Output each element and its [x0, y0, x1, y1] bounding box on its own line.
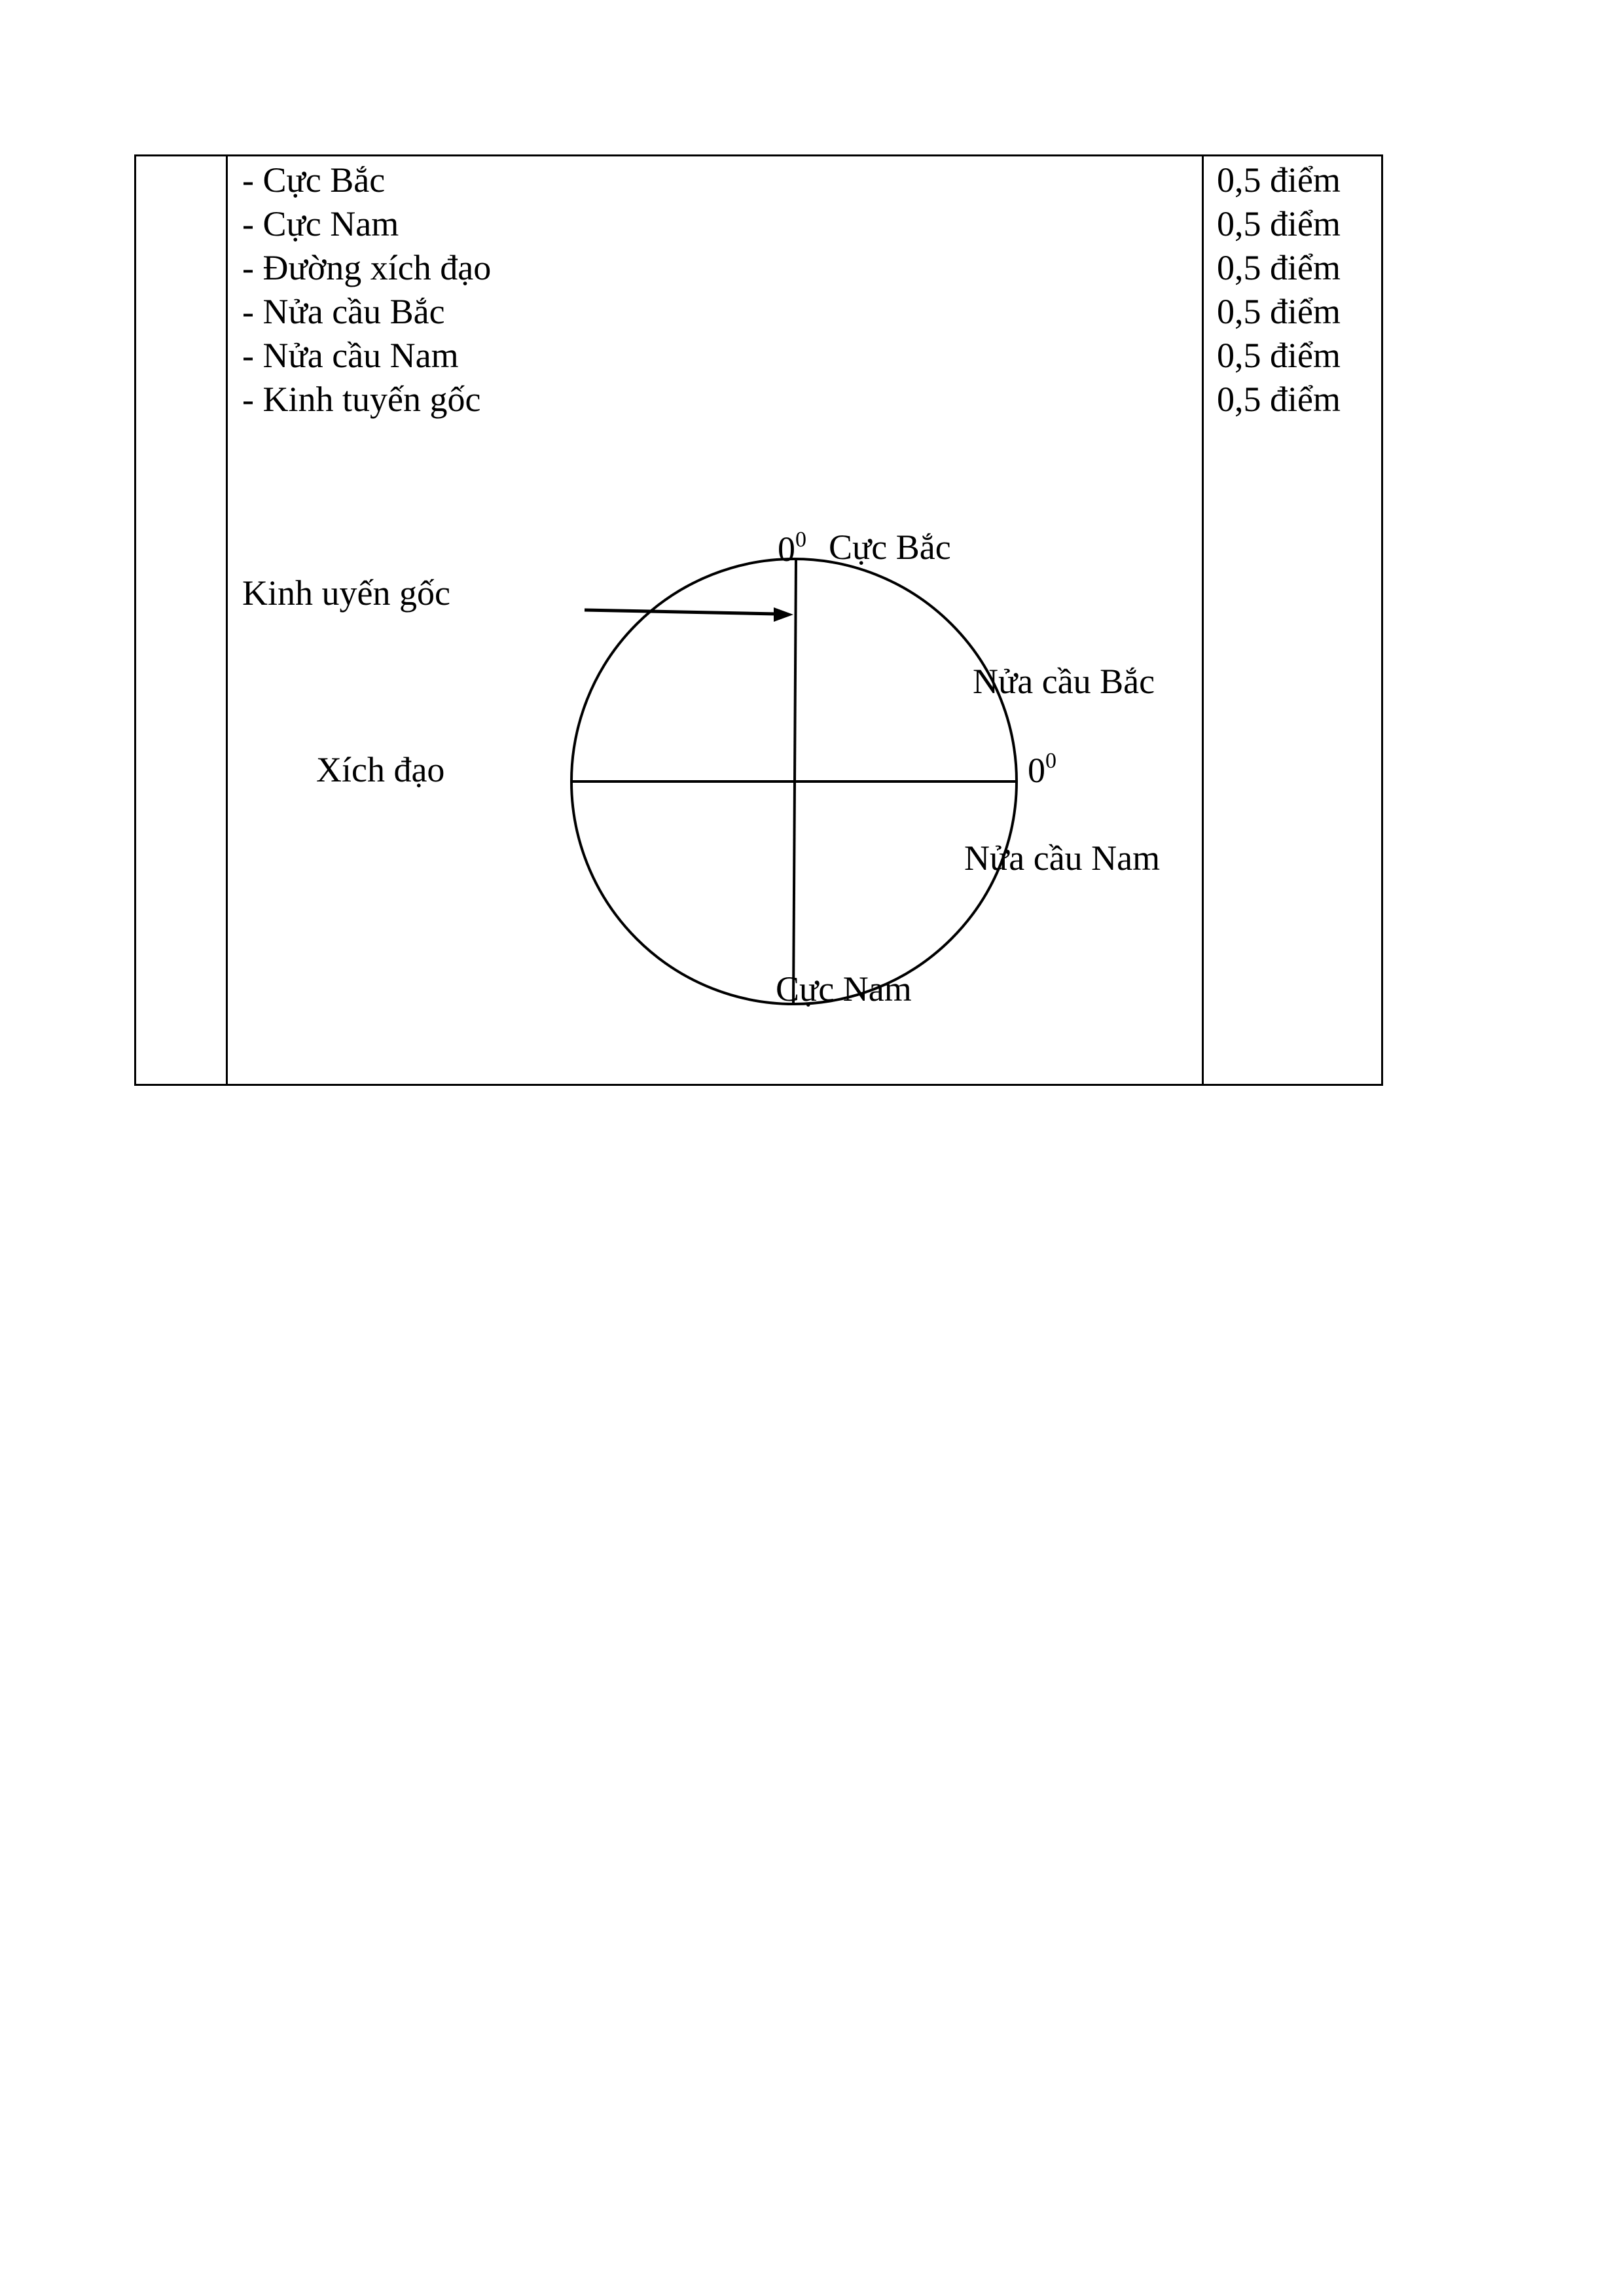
score-item: 0,5 điểm [1217, 380, 1341, 419]
pointer-arrow-line [585, 610, 776, 614]
list-item: - Cực Bắc [242, 160, 386, 200]
pointer-arrowhead-icon [774, 607, 793, 622]
answer-content-cell [227, 156, 1203, 1085]
score-cell [1203, 156, 1382, 1085]
north-pole-label: Cực Bắc [829, 528, 951, 567]
northern-hemisphere-label: Nửa cầu Bắc [973, 662, 1155, 701]
list-item: - Nửa cầu Bắc [242, 292, 445, 331]
list-item: - Đường xích đạo [242, 248, 492, 287]
north-degree-label: $0^0$ [778, 528, 806, 569]
score-item: 0,5 điểm [1217, 160, 1341, 200]
question-number-cell [135, 156, 227, 1085]
score-item: 0,5 điểm [1217, 336, 1341, 375]
east-degree-label: $0^0$ [1028, 749, 1056, 790]
globe-diagram [228, 526, 1202, 1024]
list-item: - Nửa cầu Nam [242, 336, 459, 375]
answer-list [228, 156, 1202, 422]
prime-meridian-label: Kinh uyến gốc [242, 573, 450, 613]
score-item: 0,5 điểm [1217, 248, 1341, 287]
score-item: 0,5 điểm [1217, 204, 1341, 243]
southern-hemisphere-label: Nửa cầu Nam [964, 838, 1161, 878]
list-item: - Cực Nam [242, 204, 399, 243]
south-pole-label: Cực Nam [776, 969, 912, 1009]
score-list [1204, 156, 1381, 422]
table-row [135, 156, 1382, 1085]
list-item: - Kinh tuyến gốc [242, 380, 481, 419]
equator-label: Xích đạo [316, 750, 445, 789]
answer-table [134, 154, 1383, 1086]
score-item: 0,5 điểm [1217, 292, 1341, 331]
prime-meridian-line [793, 559, 796, 1004]
